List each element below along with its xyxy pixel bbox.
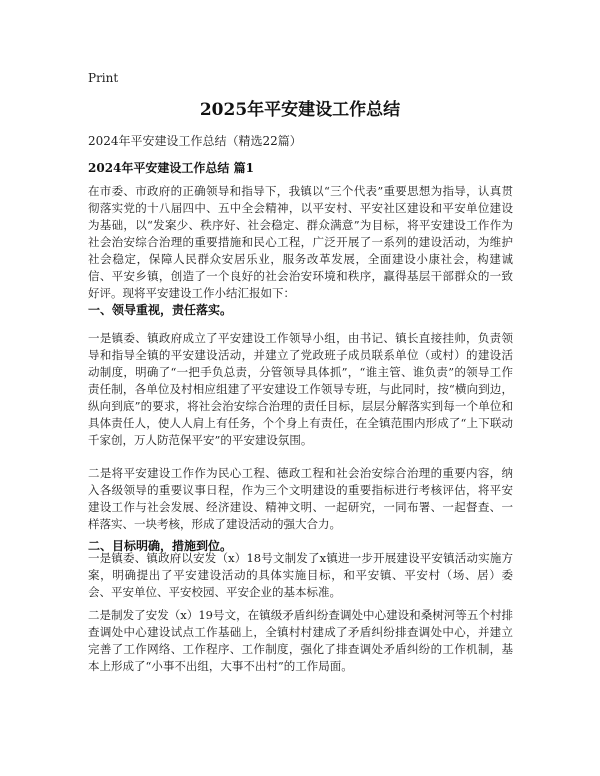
article-heading: 2024年平安建设工作总结 篇1 (88, 161, 254, 175)
page-title: 2025年平安建设工作总结 (199, 100, 401, 120)
paragraph-goals-1: 一是镇委、镇政府以安发（x）18号文制发了x镇进一步开展建设平安镇活动实施方案，明确提出了平安建设活动的具体实施目标，和平安镇、平安村（场、居）委会、平安单位、平安校园、平安企业的基本标准。 (88, 551, 513, 599)
section-heading-leadership: 一、领导重视，责任落实。 (88, 303, 233, 317)
paragraph-leadership-2: 二是将平安建设工作作为民心工程、德政工程和社会治安综合治理的重要内容，纳入各级领导的重要议事日程，作为三个文明建设的重要指标进行考核评估，将平安建设工作与社会发展、经济建设、精神文明、一起研究，一同布署、一起督查、一样落实、一块考核，形成了建设活动的强大合力。 (88, 466, 513, 531)
intro-paragraph: 在市委、市政府的正确领导和指导下，我镇以“三个代表”重要思想为指导，认真贯彻落实党的十八届四中、五中全会精神，以平安村、平安社区建设和平安单位建设为基础，以“发案少、秩序好、社会稳定、群众满意”为目标，将平安建设工作作为社会治安综合治理的重要措施和民心工程，广泛开展了一系列的建设活动，为维护社会稳定，保障人民群众安居乐业，服务改革发展，全面建设小康社会，构建诚信、平安乡镇，创造了一个良好的社会治安环境和秩序，赢得基层干部群众的一致好评。现将平安建设工作小结汇报如下： (88, 184, 513, 300)
print-label[interactable]: Print (88, 71, 119, 85)
paragraph-leadership-1: 一是镇委、镇政府成立了平安建设工作领导小组，由书记、镇长直接挂帅，负责领导和指导全镇的平安建设活动，并建立了党政班子成员联系单位（或村）的建设活动制度，明确了“一把手负总责，分管领导具体抓”，“谁主管、谁负责”的领导工作责任制，各单位及村相应组建了平安建设工作领导专班，与此同时，按“横向到边，纵向到底”的要求，将社会治安综合治理的责任目标，层层分解落实到每一个单位和具体责任人，使人人肩上有任务，个个身上有责任，在全镇范围内形成了“上下联动千家创，万人防范保平安”的平安建设氛围。 (88, 331, 513, 447)
section-heading-goals: 二、目标明确，措施到位。 (88, 539, 233, 553)
document-subtitle: 2024年平安建设工作总结（精选22篇） (88, 134, 302, 148)
paragraph-goals-2: 二是制发了安发（x）19号文，在镇级矛盾纠纷查调处中心建设和桑树河等五个村排查调处中心建设试点工作基础上，全镇村村建成了矛盾纠纷排查调处中心，并建立完善了工作网络、工作程序、工作制度，强化了排查调处矛盾纠纷的工作机制，基本上形成了“小事不出组，大事不出村”的工作局面。 (88, 608, 513, 673)
